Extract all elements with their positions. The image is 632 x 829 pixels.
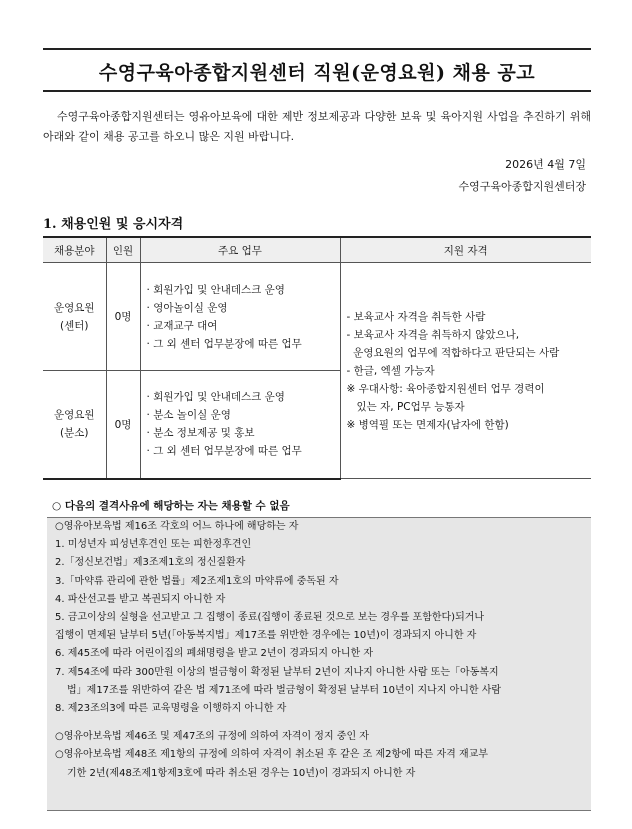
disq-line: 6. 제45조에 따라 어린이집의 폐쇄명령을 받고 2년이 경과되지 아니한 자 [55,648,374,660]
disq-line: ○영유아보육법 제46조 및 제47조의 규정에 의하여 자격이 정지 중인 자 [55,731,369,743]
disq-line: 7. 제54조에 따라 300만원 이상의 벌금형이 확정된 날부터 2년이 지나지 아니한 사람 또는「아동복지 [55,666,499,678]
page-title: 수영구육아종합지원센터 직원(운영요원) 채용 공고 [98,62,536,84]
disq-line: 5. 금고이상의 실형을 선고받고 그 집행이 종료(집행이 종료된 것으로 보는 경우를 포함한다)되거나 [55,612,485,624]
duty-item: · 그 외 센터 업무분장에 따른 업무 [147,442,334,460]
duty-item: · 회원가입 및 안내데스크 운영 [147,281,334,299]
disq-line: 1. 미성년자 피성년후견인 또는 피한정후견인 [55,539,252,551]
field-cell [43,371,106,479]
duty-item: · 분소 놀이실 운영 [147,406,334,424]
recruitment-table [43,236,591,480]
count-cell: 0명 [106,371,140,479]
duty-item: · 그 외 센터 업무분장에 따른 업무 [147,335,334,353]
disq-line: ○영유아보육법 제48조 제1항의 규정에 의하여 자격이 취소된 후 같은 조 제2항에 따른 자격 재교부 [55,749,488,761]
header-qualifications: 지원 자격 [340,237,591,263]
announcement-date: 2026년 4월 7일 [505,158,586,171]
qualification-line: 운영요원의 업무에 적합하다고 판단되는 사람 [346,346,560,359]
section-heading: 1. 채용인원 및 응시자격 [43,217,184,232]
field-label: 운영요원 [53,301,95,314]
duties-cell [140,371,340,479]
header-duties: 주요 업무 [140,237,340,263]
count-cell: 0명 [106,263,140,371]
disq-line: 3.「마약류 관리에 관한 법률」제2조제1호의 마약류에 중독된 자 [55,575,339,587]
disq-line: 기한 2년(제48조제1항제3호에 따라 취소된 경우는 10년)이 경과되지 아니한 자 [67,767,416,779]
field-sublabel: (센터) [60,319,89,332]
disqualification-box [47,517,591,811]
duties-cell [140,263,340,371]
title-box [43,48,591,92]
disq-spacer [47,718,591,728]
disqualification-heading: ○ 다음의 결격사유에 해당하는 자는 채용할 수 없음 [52,500,290,512]
qualification-line: ※ 우대사항: 육아종합지원센터 업무 경력이 [346,382,545,395]
disq-line: 8. 제23조의3에 따른 교육명령을 이행하지 아니한 자 [55,703,287,715]
qualification-line: - 보육교사 자격을 취득하지 않았으나, [346,328,520,341]
field-label: 운영요원 [53,409,95,422]
field-sublabel: (분소) [60,427,89,440]
qualification-line: - 한글, 엑셀 가능자 [346,364,435,377]
intro-paragraph: 수영구육아종합지원센터는 영유아보육에 대한 제반 정보제공과 다양한 보육 및 육아지원 사업을 추진하기 위해 아래와 같이 채용 공고를 하오니 많은 지원 바랍니다. [43,110,591,143]
disq-line: 4. 파산선고를 받고 복권되지 아니한 자 [55,593,226,605]
qualification-line: 있는 자, PC업무 능통자 [346,400,465,413]
qualification-line: - 보육교사 자격을 취득한 사람 [346,310,486,323]
disq-line: 법」제17조를 위반하여 같은 법 제71조에 따라 벌금형이 확정된 날부터 10년이 지나지 아니한 사람 [67,684,502,696]
duty-item: · 교재교구 대여 [147,317,334,335]
duty-item: · 영아놀이실 운영 [147,299,334,317]
issuing-organization: 수영구육아종합지원센터장 [458,180,586,193]
duty-item: · 분소 정보제공 및 홍보 [147,424,334,442]
field-cell [43,263,106,371]
qualification-line: ※ 병역필 또는 면제자(남자에 한함) [346,418,509,431]
disq-line: 집행이 면제된 날부터 5년(「아동복지법」제17조를 위반한 경우에는 10년)이 경과되지 아니한 자 [55,630,477,642]
table-row [43,263,591,371]
disq-line: ○영유아보육법 제16조 각호의 어느 하나에 해당하는 자 [55,521,299,532]
qualifications-cell [340,263,591,479]
duty-item: · 회원가입 및 안내데스크 운영 [147,388,334,406]
table-header-row [43,237,591,263]
header-field: 채용분야 [43,237,106,263]
header-count: 인원 [106,237,140,263]
disq-line: 2.「정신보건법」제3조제1호의 정신질환자 [55,557,246,569]
